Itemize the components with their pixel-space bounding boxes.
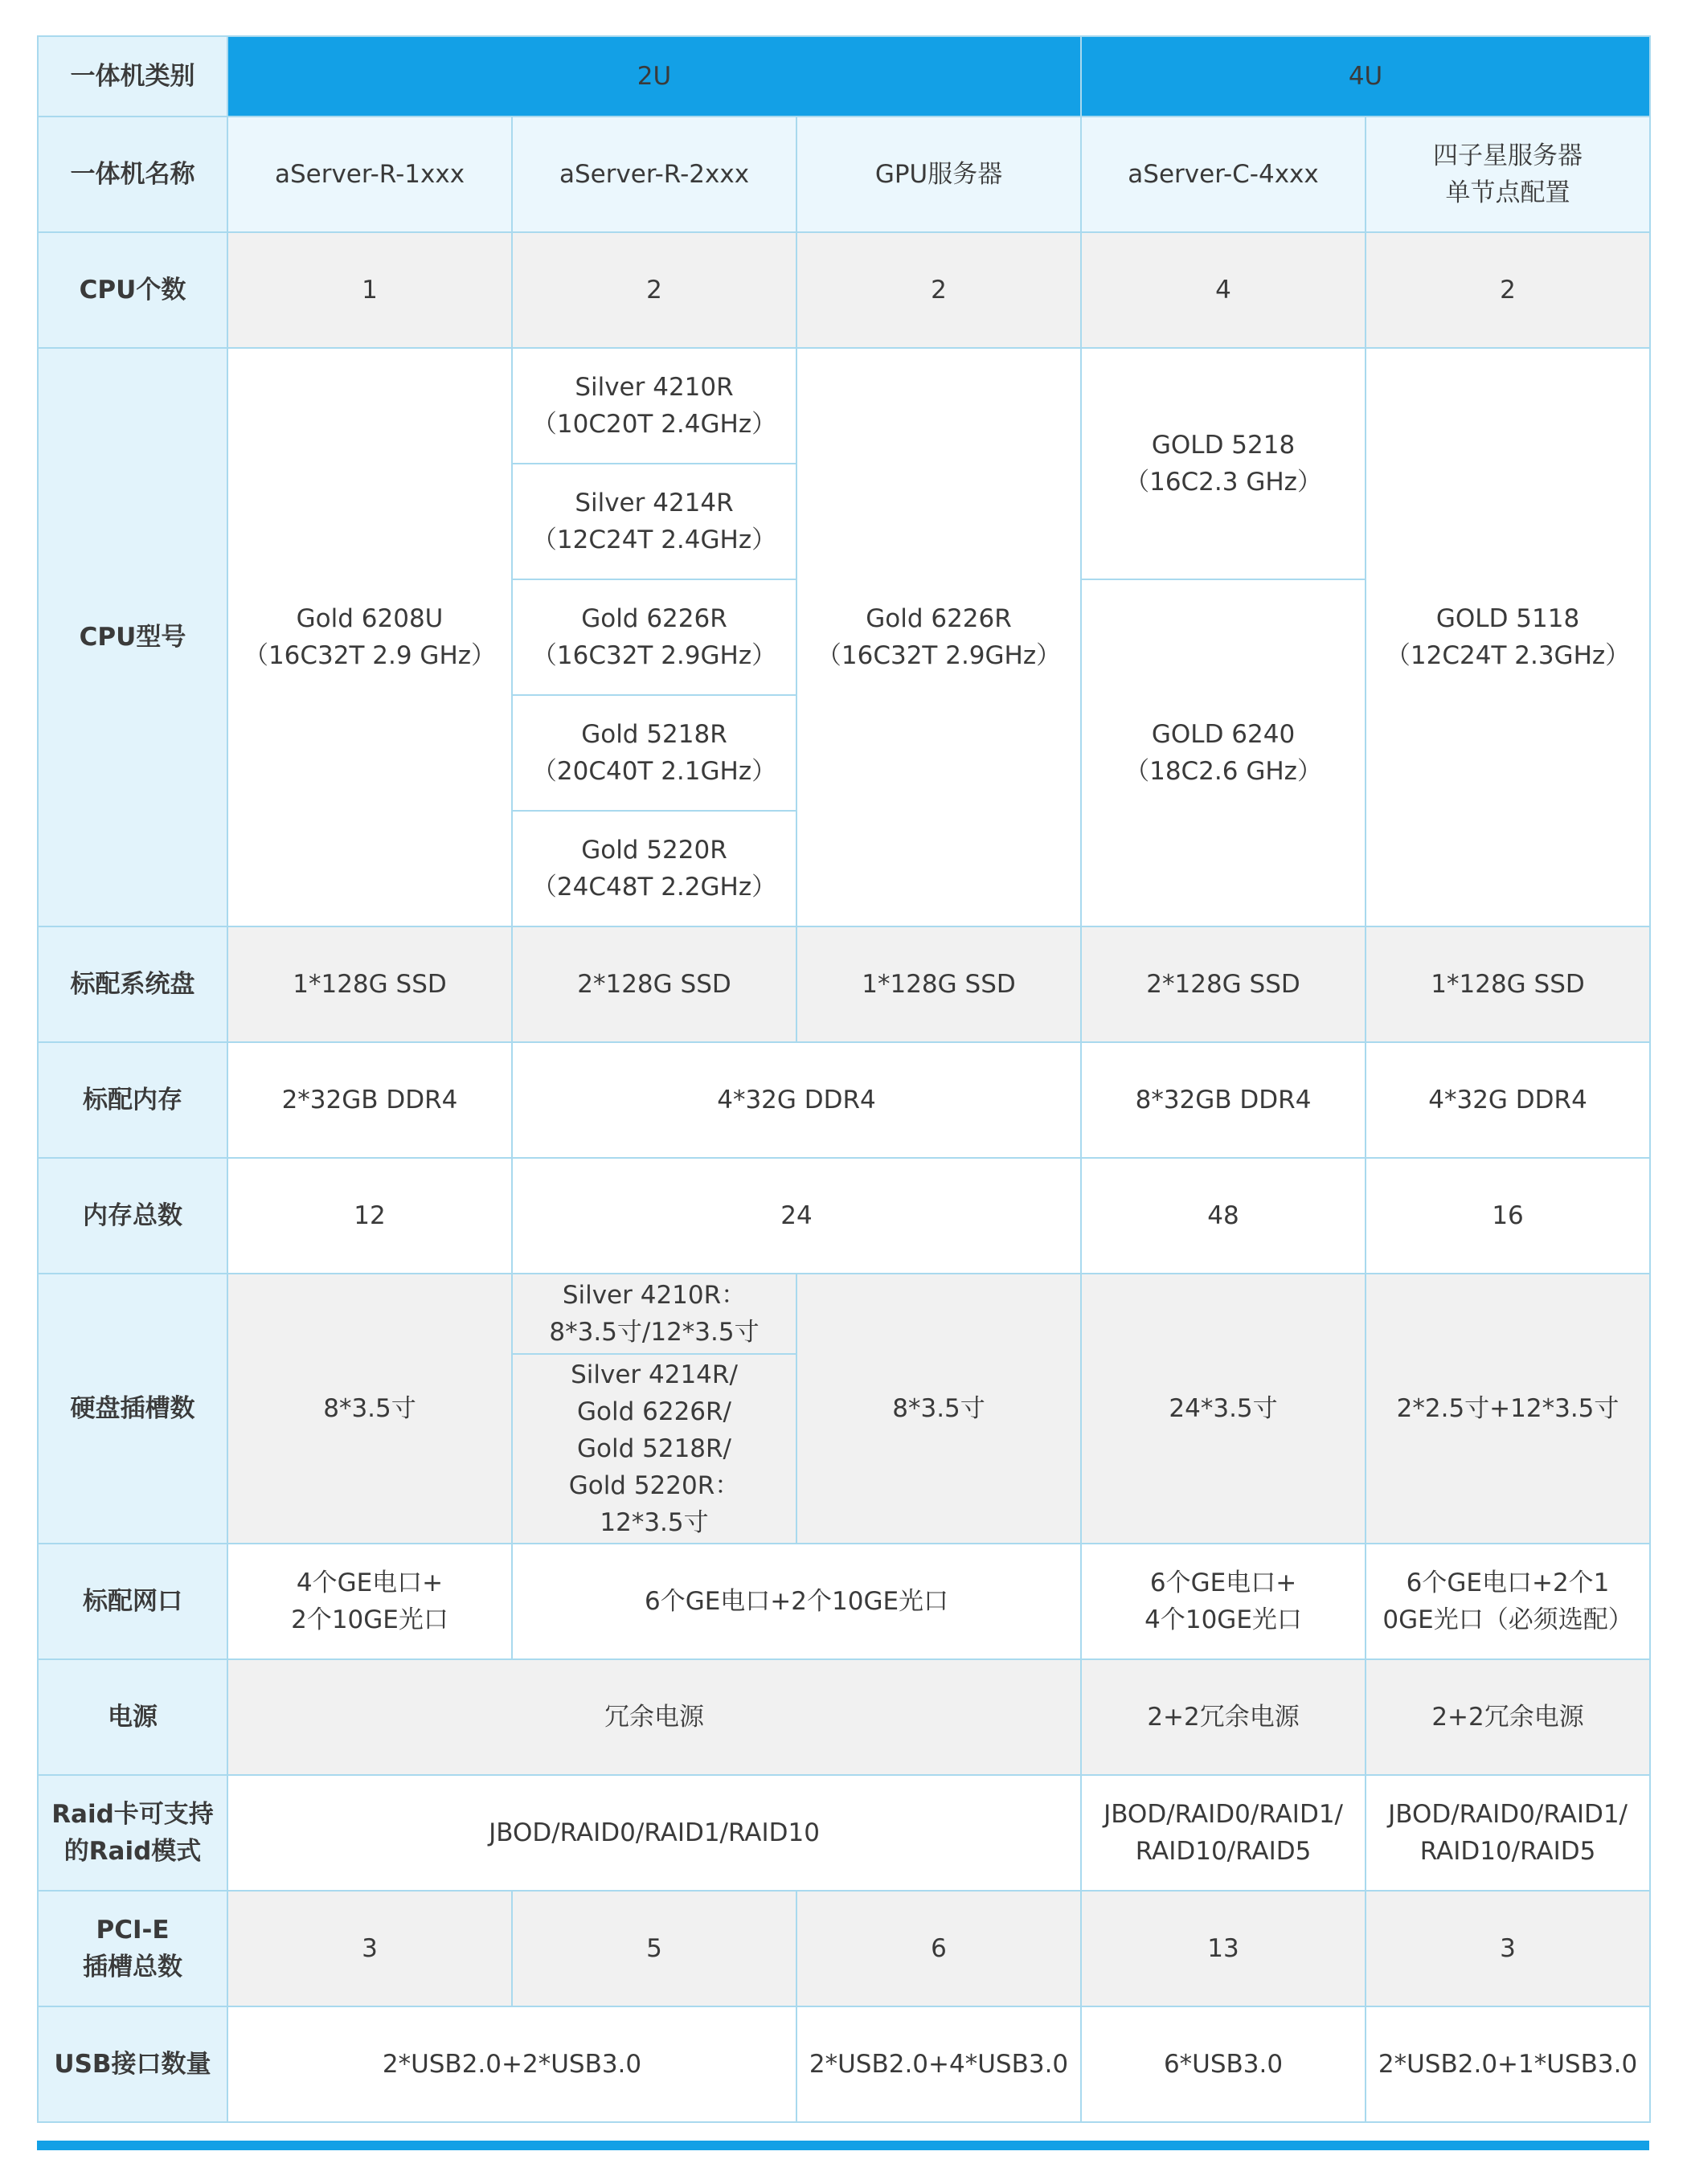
- disk-slots-col4: 24*3.5寸: [1081, 1274, 1366, 1544]
- network-col4-line1: 6个GE电口+: [1149, 1568, 1297, 1597]
- disk-slots-col2-a-line1: Silver 4210R：: [562, 1281, 747, 1310]
- name-col5: [1366, 117, 1650, 232]
- system-disk-col1: 1*128G SSD: [227, 926, 512, 1042]
- disk-slots-row-1: [38, 1274, 1650, 1354]
- cpu-count-label: CPU个数: [38, 232, 227, 348]
- name-label: 一体机名称: [38, 117, 227, 232]
- cpu-model-col2-opt2: [512, 464, 796, 579]
- group-2u: 2U: [227, 36, 1081, 117]
- cpu-model-col3-spec: （16C32T 2.9GHz）: [816, 641, 1062, 670]
- cpu-model-col3-name: Gold 6226R: [866, 604, 1012, 633]
- raid-col5-line1: JBOD/RAID0/RAID1/: [1388, 1800, 1628, 1829]
- name-col5-line2: 单节点配置: [1445, 178, 1570, 207]
- cpu-model-col3: [796, 348, 1081, 926]
- cpu-col4-opt1-spec: （16C2.3 GHz）: [1124, 468, 1322, 497]
- system-disk-col4: 2*128G SSD: [1081, 926, 1366, 1042]
- network-col1-line1: 4个GE电口+: [296, 1568, 444, 1597]
- memory-total-col4: 48: [1081, 1158, 1366, 1274]
- raid-col4: [1081, 1775, 1366, 1891]
- system-disk-row: [38, 926, 1650, 1042]
- cpu-model-col1-name: Gold 6208U: [296, 604, 444, 633]
- pcie-label: [38, 1891, 227, 2006]
- pcie-row: [38, 1891, 1650, 2006]
- cpu-opt5-spec: （24C48T 2.2GHz）: [531, 873, 777, 902]
- network-col4-line2: 4个10GE光口: [1144, 1605, 1302, 1634]
- system-disk-label: 标配系统盘: [38, 926, 227, 1042]
- power-row: [38, 1659, 1650, 1775]
- memory-total-col1: 12: [227, 1158, 512, 1274]
- pcie-col5: 3: [1366, 1891, 1650, 2006]
- cpu-col4-opt1-name: GOLD 5218: [1151, 431, 1296, 460]
- cpu-model-col4-opt2: [1081, 579, 1366, 926]
- network-col1: [227, 1544, 512, 1659]
- raid-col4-line2: RAID10/RAID5: [1135, 1837, 1312, 1866]
- disk-slots-col2-b-line3: Gold 5218R/: [576, 1434, 731, 1463]
- power-col123: 冗余电源: [227, 1659, 1081, 1775]
- memory-col4: 8*32GB DDR4: [1081, 1042, 1366, 1158]
- memory-col1: 2*32GB DDR4: [227, 1042, 512, 1158]
- usb-row: [38, 2006, 1650, 2122]
- cpu-model-col2-opt4: [512, 695, 796, 811]
- group-4u: 4U: [1081, 36, 1650, 117]
- name-col3: GPU服务器: [796, 117, 1081, 232]
- cpu-opt1-name: Silver 4210R: [575, 373, 734, 402]
- cpu-opt3-spec: （16C32T 2.9GHz）: [531, 641, 777, 670]
- cpu-opt2-name: Silver 4214R: [575, 489, 734, 517]
- disk-slots-col1: 8*3.5寸: [227, 1274, 512, 1544]
- category-label: 一体机类别: [38, 36, 227, 117]
- cpu-model-col5: [1366, 348, 1650, 926]
- bottom-accent-bar: [37, 2141, 1649, 2150]
- system-disk-col2: 2*128G SSD: [512, 926, 796, 1042]
- cpu-count-col4: 4: [1081, 232, 1366, 348]
- pcie-col3: 6: [796, 1891, 1081, 2006]
- disk-slots-col5: 2*2.5寸+12*3.5寸: [1366, 1274, 1650, 1544]
- network-col23: 6个GE电口+2个10GE光口: [512, 1544, 1081, 1659]
- raid-col4-line1: JBOD/RAID0/RAID1/: [1104, 1800, 1343, 1829]
- cpu-opt4-spec: （20C40T 2.1GHz）: [531, 757, 777, 786]
- name-col2: aServer-R-2xxx: [512, 117, 796, 232]
- cpu-model-col2-opt5: [512, 811, 796, 926]
- network-row: [38, 1544, 1650, 1659]
- memory-total-label: 内存总数: [38, 1158, 227, 1274]
- cpu-opt5-name: Gold 5220R: [581, 836, 727, 865]
- cpu-count-row: [38, 232, 1650, 348]
- pcie-col1: 3: [227, 1891, 512, 2006]
- raid-label: [38, 1775, 227, 1891]
- cpu-model-col5-name: GOLD 5118: [1435, 604, 1580, 633]
- category-row: [38, 36, 1650, 117]
- power-col4: 2+2冗余电源: [1081, 1659, 1366, 1775]
- disk-slots-col2-b-line2: Gold 6226R/: [576, 1397, 731, 1426]
- memory-total-row: [38, 1158, 1650, 1274]
- usb-label: USB接口数量: [38, 2006, 227, 2122]
- network-col4: [1081, 1544, 1366, 1659]
- cpu-model-col5-spec: （12C24T 2.3GHz）: [1385, 641, 1631, 670]
- power-col5: 2+2冗余电源: [1366, 1659, 1650, 1775]
- cpu-model-col2-opt3: [512, 579, 796, 695]
- usb-col5: 2*USB2.0+1*USB3.0: [1366, 2006, 1650, 2122]
- disk-slots-col2-b: [512, 1354, 796, 1544]
- cpu-count-col3: 2: [796, 232, 1081, 348]
- system-disk-col3: 1*128G SSD: [796, 926, 1081, 1042]
- usb-col3: 2*USB2.0+4*USB3.0: [796, 2006, 1081, 2122]
- usb-col12: 2*USB2.0+2*USB3.0: [227, 2006, 796, 2122]
- server-spec-table: [37, 35, 1651, 2123]
- memory-total-col23: 24: [512, 1158, 1081, 1274]
- name-col5-line1: 四子星服务器: [1433, 141, 1583, 170]
- cpu-model-label: CPU型号: [38, 348, 227, 926]
- disk-slots-col2-b-line1: Silver 4214R/: [571, 1360, 738, 1389]
- memory-row: [38, 1042, 1650, 1158]
- disk-slots-col2-b-line5: 12*3.5寸: [600, 1508, 709, 1537]
- raid-col5: [1366, 1775, 1650, 1891]
- memory-col23: 4*32G DDR4: [512, 1042, 1081, 1158]
- raid-label-line2: 的Raid模式: [63, 1837, 202, 1866]
- cpu-opt4-name: Gold 5218R: [581, 720, 727, 749]
- network-label: 标配网口: [38, 1544, 227, 1659]
- disk-slots-col2-a: [512, 1274, 796, 1354]
- raid-col5-line2: RAID10/RAID5: [1419, 1837, 1596, 1866]
- network-col5-line2: 0GE光口（必须选配）: [1382, 1605, 1633, 1634]
- cpu-opt3-name: Gold 6226R: [581, 604, 727, 633]
- pcie-col2: 5: [512, 1891, 796, 2006]
- name-col1: aServer-R-1xxx: [227, 117, 512, 232]
- memory-col5: 4*32G DDR4: [1366, 1042, 1650, 1158]
- pcie-label-line2: 插槽总数: [83, 1953, 182, 1982]
- cpu-count-col5: 2: [1366, 232, 1650, 348]
- cpu-model-row-1: [38, 348, 1650, 464]
- network-col1-line2: 2个10GE光口: [291, 1605, 448, 1634]
- cpu-col4-opt2-name: GOLD 6240: [1151, 720, 1296, 749]
- cpu-opt1-spec: （10C20T 2.4GHz）: [531, 410, 777, 439]
- pcie-label-line1: PCI-E: [96, 1916, 170, 1945]
- disk-slots-col2-a-line2: 8*3.5寸/12*3.5寸: [549, 1318, 760, 1347]
- disk-slots-col2-b-line4: Gold 5220R：: [568, 1471, 740, 1500]
- raid-col123: JBOD/RAID0/RAID1/RAID10: [227, 1775, 1081, 1891]
- name-row: [38, 117, 1650, 232]
- disk-slots-col3: 8*3.5寸: [796, 1274, 1081, 1544]
- cpu-model-col4-opt1: [1081, 348, 1366, 579]
- cpu-model-col1-spec: （16C32T 2.9 GHz）: [243, 641, 497, 670]
- name-col4: aServer-C-4xxx: [1081, 117, 1366, 232]
- disk-slots-label: 硬盘插槽数: [38, 1274, 227, 1544]
- network-col5-line1: 6个GE电口+2个1: [1406, 1568, 1610, 1597]
- network-col5: [1366, 1544, 1650, 1659]
- cpu-opt2-spec: （12C24T 2.4GHz）: [531, 526, 777, 554]
- power-label: 电源: [38, 1659, 227, 1775]
- cpu-count-col1: 1: [227, 232, 512, 348]
- pcie-col4: 13: [1081, 1891, 1366, 2006]
- cpu-model-col2-opt1: [512, 348, 796, 464]
- cpu-model-col1: [227, 348, 512, 926]
- cpu-col4-opt2-spec: （18C2.6 GHz）: [1124, 757, 1322, 786]
- usb-col4: 6*USB3.0: [1081, 2006, 1366, 2122]
- cpu-count-col2: 2: [512, 232, 796, 348]
- raid-row: [38, 1775, 1650, 1891]
- system-disk-col5: 1*128G SSD: [1366, 926, 1650, 1042]
- memory-total-col5: 16: [1366, 1158, 1650, 1274]
- raid-label-line1: Raid卡可支持: [51, 1800, 214, 1829]
- memory-label: 标配内存: [38, 1042, 227, 1158]
